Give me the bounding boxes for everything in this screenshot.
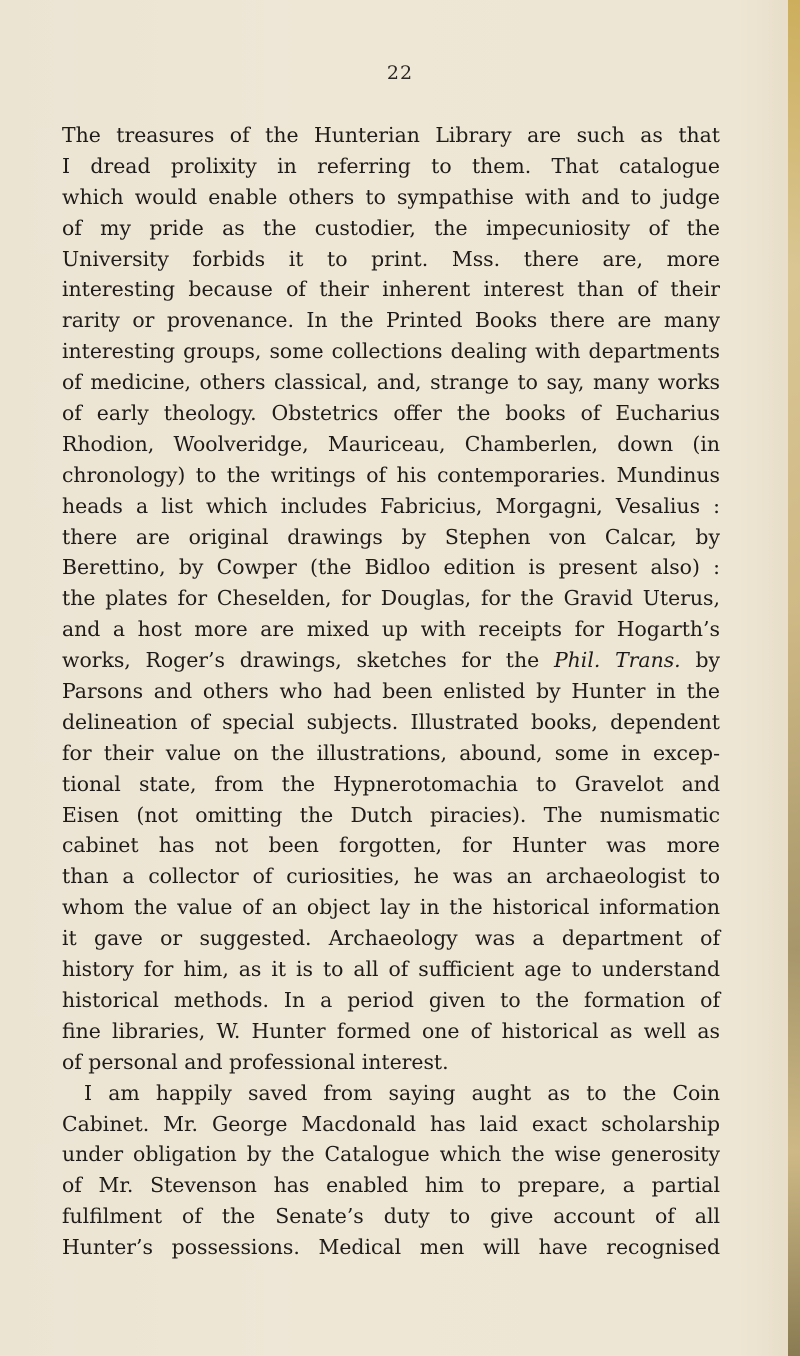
italic-citation: Phil. Trans.: [553, 648, 681, 673]
text-line: which would enable others to sympathise with and to judge: [62, 184, 720, 209]
text-line: delineation of special subjects. Illustrated books, dependent: [62, 709, 720, 734]
text-line: than a collector of curiosities, he was an archaeologist to: [62, 864, 720, 889]
page-number: 22: [386, 62, 414, 84]
text-line: history for him, as it is to all of sufficient age to understand: [62, 957, 720, 982]
text-line: of personal and professional interest.: [62, 1049, 449, 1074]
text-line: of Mr. Stevenson has enabled him to prepare, a partial: [62, 1173, 720, 1198]
body-text: [62, 120, 720, 1263]
text-line: interesting because of their inherent interest than of their: [62, 277, 720, 302]
text-line: The treasures of the Hunterian Library are such as that: [62, 123, 720, 147]
text-line: I am happily saved from saying aught as to the Coin: [84, 1080, 720, 1105]
text-line: it gave or suggested. Archaeology was a department of: [62, 926, 720, 951]
text-line: Hunter’s possessions. Medical men will have recognised: [62, 1235, 720, 1260]
text-line: and a host more are mixed up with receipts for Hogarth’s: [62, 617, 720, 642]
text-line: tional state, from the Hypnerotomachia to Gravelot and: [62, 771, 720, 796]
text-line: Rhodion, Woolveridge, Mauriceau, Chamberlen, down (in: [62, 431, 720, 456]
text-line: of my pride as the custodier, the impecuniosity of the: [62, 215, 720, 240]
paragraph-2: [62, 1078, 720, 1263]
text-line: Berettino, by Cowper (the Bidloo edition is present also) :: [62, 555, 720, 580]
text-line: Parsons and others who had been enlisted by Hunter in the: [62, 679, 720, 704]
text-line: under obligation by the Catalogue which the wise generosity: [62, 1142, 720, 1167]
text-line: chronology) to the writings of his contemporaries. Mundinus: [62, 462, 720, 487]
text-line: historical methods. In a period given to the formation of: [62, 987, 720, 1012]
text-line: fine libraries, W. Hunter formed one of historical as well as: [62, 1018, 720, 1043]
text-line: whom the value of an object lay in the historical information: [62, 895, 720, 920]
text-line: University forbids it to print. Mss. there are, more: [62, 246, 720, 271]
text-line: of early theology. Obstetrics offer the books of Eucharius: [62, 401, 720, 426]
text-line: interesting groups, some collections dealing with departments: [62, 339, 720, 364]
text-line: of medicine, others classical, and, strange to say, many works: [62, 370, 720, 395]
text-line: Cabinet. Mr. George Macdonald has laid exact scholarship: [62, 1111, 720, 1136]
text-line: heads a list which includes Fabricius, Morgagni, Vesalius :: [62, 493, 720, 518]
text-line: Eisen (not omitting the Dutch piracies). The numismatic: [62, 802, 720, 827]
text-line: for their value on the illustrations, abound, some in excep-: [62, 740, 720, 765]
line-end: by: [695, 648, 721, 673]
text-line: there are original drawings by Stephen von Calcar, by: [62, 524, 720, 549]
text-line: fulfilment of the Senate’s duty to give account of all: [62, 1204, 720, 1229]
paragraph-1: [62, 120, 720, 1078]
text-line: rarity or provenance. In the Printed Books there are many: [62, 308, 720, 333]
line-start: works, Roger’s drawings, sketches for the: [62, 648, 540, 673]
text-line: I dread prolixity in referring to them. That catalogue: [62, 153, 720, 178]
page-edge: [788, 0, 800, 1356]
text-line: cabinet has not been forgotten, for Hunter was more: [62, 833, 720, 858]
text-line-with-italic: [62, 645, 720, 676]
text-line: the plates for Cheselden, for Douglas, for the Gravid Uterus,: [62, 586, 720, 611]
